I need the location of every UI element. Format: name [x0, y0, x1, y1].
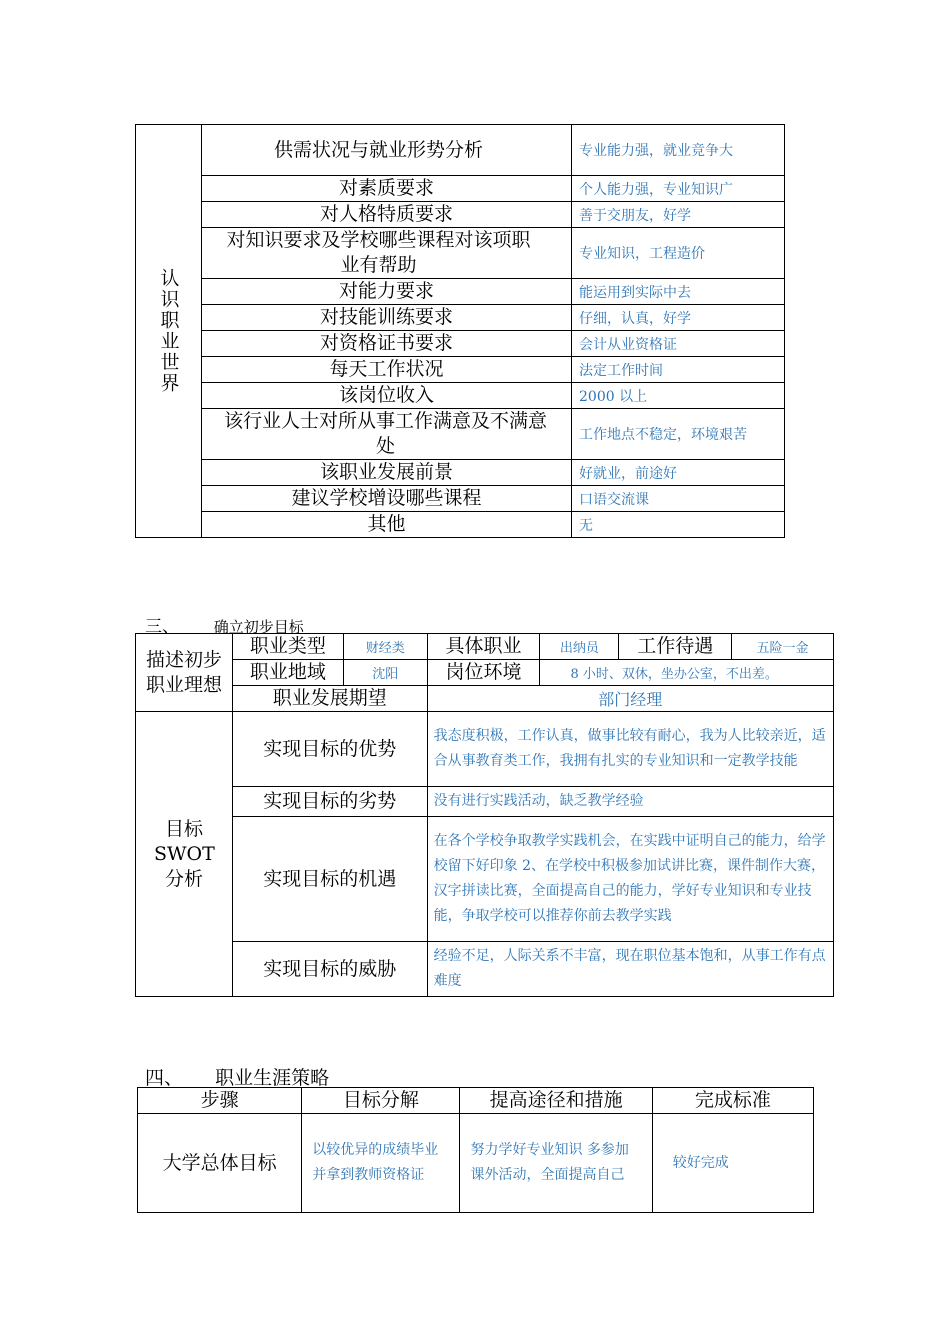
section3-number: 三、: [145, 617, 179, 637]
environment-value: 8 小时、双休，坐办公室，不出差。: [540, 660, 834, 686]
row-value: 能运用到实际中去: [572, 279, 785, 305]
row-value: 仔细，认真，好学: [572, 305, 785, 331]
treatment-value: 五险一金: [732, 634, 834, 660]
section3-title: 确立初步目标: [213, 618, 304, 636]
environment-label: 岗位环境: [427, 660, 540, 686]
swot-opportunity-value: 在各个学校争取教学实践机会，在实践中证明自己的能力，给学校留下好印象 2、在学校中积极参加试讲比赛，课件制作大赛，汉字拼读比赛，全面提高自己的能力，学好专业知识和专业技能，争取学校可以推荐你前去教学实践: [427, 817, 833, 942]
row-label: 对技能训练要求: [202, 305, 572, 331]
ideal-label-cell: [136, 634, 233, 712]
row-value: 无: [572, 512, 785, 538]
career-world-table: [135, 124, 785, 538]
row-label: 该岗位收入: [202, 383, 572, 409]
specific-job-value: 出纳员: [540, 634, 619, 660]
row-value: 口语交流课: [572, 486, 785, 512]
row-value: 工作地点不稳定，环境艰苦: [572, 409, 785, 460]
swot-weakness-label: 实现目标的劣势: [232, 787, 427, 817]
swot-label-cell: [136, 712, 233, 997]
row-label: 对知识要求及学校哪些课程对该项职业有帮助: [202, 228, 572, 279]
header-step: 步骤: [138, 1088, 302, 1114]
swot-strength-value: 我态度积极，工作认真，做事比较有耐心，我为人比较亲近，适合从事教育类工作，我拥有扎实的专业知识和一定教学技能: [427, 712, 833, 787]
row-label: 对能力要求: [202, 279, 572, 305]
row-value: 专业能力强，就业竞争大: [572, 125, 785, 176]
swot-opportunity-label: 实现目标的机遇: [232, 817, 427, 942]
row-label: 该职业发展前景: [202, 460, 572, 486]
expectation-value: 部门经理: [427, 686, 833, 712]
step-cell: 大学总体目标: [138, 1114, 302, 1213]
row-label: 其他: [202, 512, 572, 538]
strategy-table: [137, 1087, 814, 1213]
job-type-label: 职业类型: [232, 634, 343, 660]
measures-cell: 努力学好专业知识 多参加课外活动，全面提高自己: [460, 1114, 652, 1213]
job-type-value: 财经类: [343, 634, 427, 660]
swot-label: 目标 SWOT 分析: [153, 817, 215, 890]
row-label: 供需状况与就业形势分析: [202, 125, 572, 176]
header-measures: 提高途径和措施: [460, 1088, 652, 1114]
row-label: 每天工作状况: [202, 357, 572, 383]
specific-job-label: 具体职业: [427, 634, 540, 660]
region-value: 沈阳: [343, 660, 427, 686]
row-value: 专业知识，工程造价: [572, 228, 785, 279]
row-value: 法定工作时间: [572, 357, 785, 383]
table-row: [138, 1114, 814, 1213]
row-value: 2000 以上: [572, 383, 785, 409]
row-label: 对资格证书要求: [202, 331, 572, 357]
row-value: 个人能力强，专业知识广: [572, 176, 785, 202]
section4-number: 四、: [145, 1067, 184, 1089]
section4-heading: [145, 1063, 329, 1090]
region-label: 职业地域: [232, 660, 343, 686]
header-goal: 目标分解: [302, 1088, 460, 1114]
category-label: 认识职业世界: [157, 268, 180, 394]
swot-strength-label: 实现目标的优势: [232, 712, 427, 787]
row-value: 善于交朋友，好学: [572, 202, 785, 228]
swot-weakness-value: 没有进行实践活动，缺乏教学经验: [427, 787, 833, 817]
goal-cell: 以较优异的成绩毕业并拿到教师资格证: [302, 1114, 460, 1213]
standard-cell: 较好完成: [652, 1114, 813, 1213]
row-label: 对人格特质要求: [202, 202, 572, 228]
row-label: 建议学校增设哪些课程: [202, 486, 572, 512]
category-cell: [136, 125, 202, 538]
goal-table: [135, 633, 834, 997]
swot-threat-value: 经验不足，人际关系不丰富，现在职位基本饱和，从事工作有点难度: [427, 942, 833, 997]
section4-title: 职业生涯策略: [215, 1067, 330, 1089]
treatment-label: 工作待遇: [619, 634, 732, 660]
row-value: 好就业，前途好: [572, 460, 785, 486]
swot-threat-label: 实现目标的威胁: [232, 942, 427, 997]
row-label: 对素质要求: [202, 176, 572, 202]
header-standard: 完成标准: [652, 1088, 813, 1114]
row-value: 会计从业资格证: [572, 331, 785, 357]
ideal-label: 描述初步职业理想: [145, 648, 222, 696]
row-label: 该行业人士对所从事工作满意及不满意处: [202, 409, 572, 460]
expectation-label: 职业发展期望: [232, 686, 427, 712]
